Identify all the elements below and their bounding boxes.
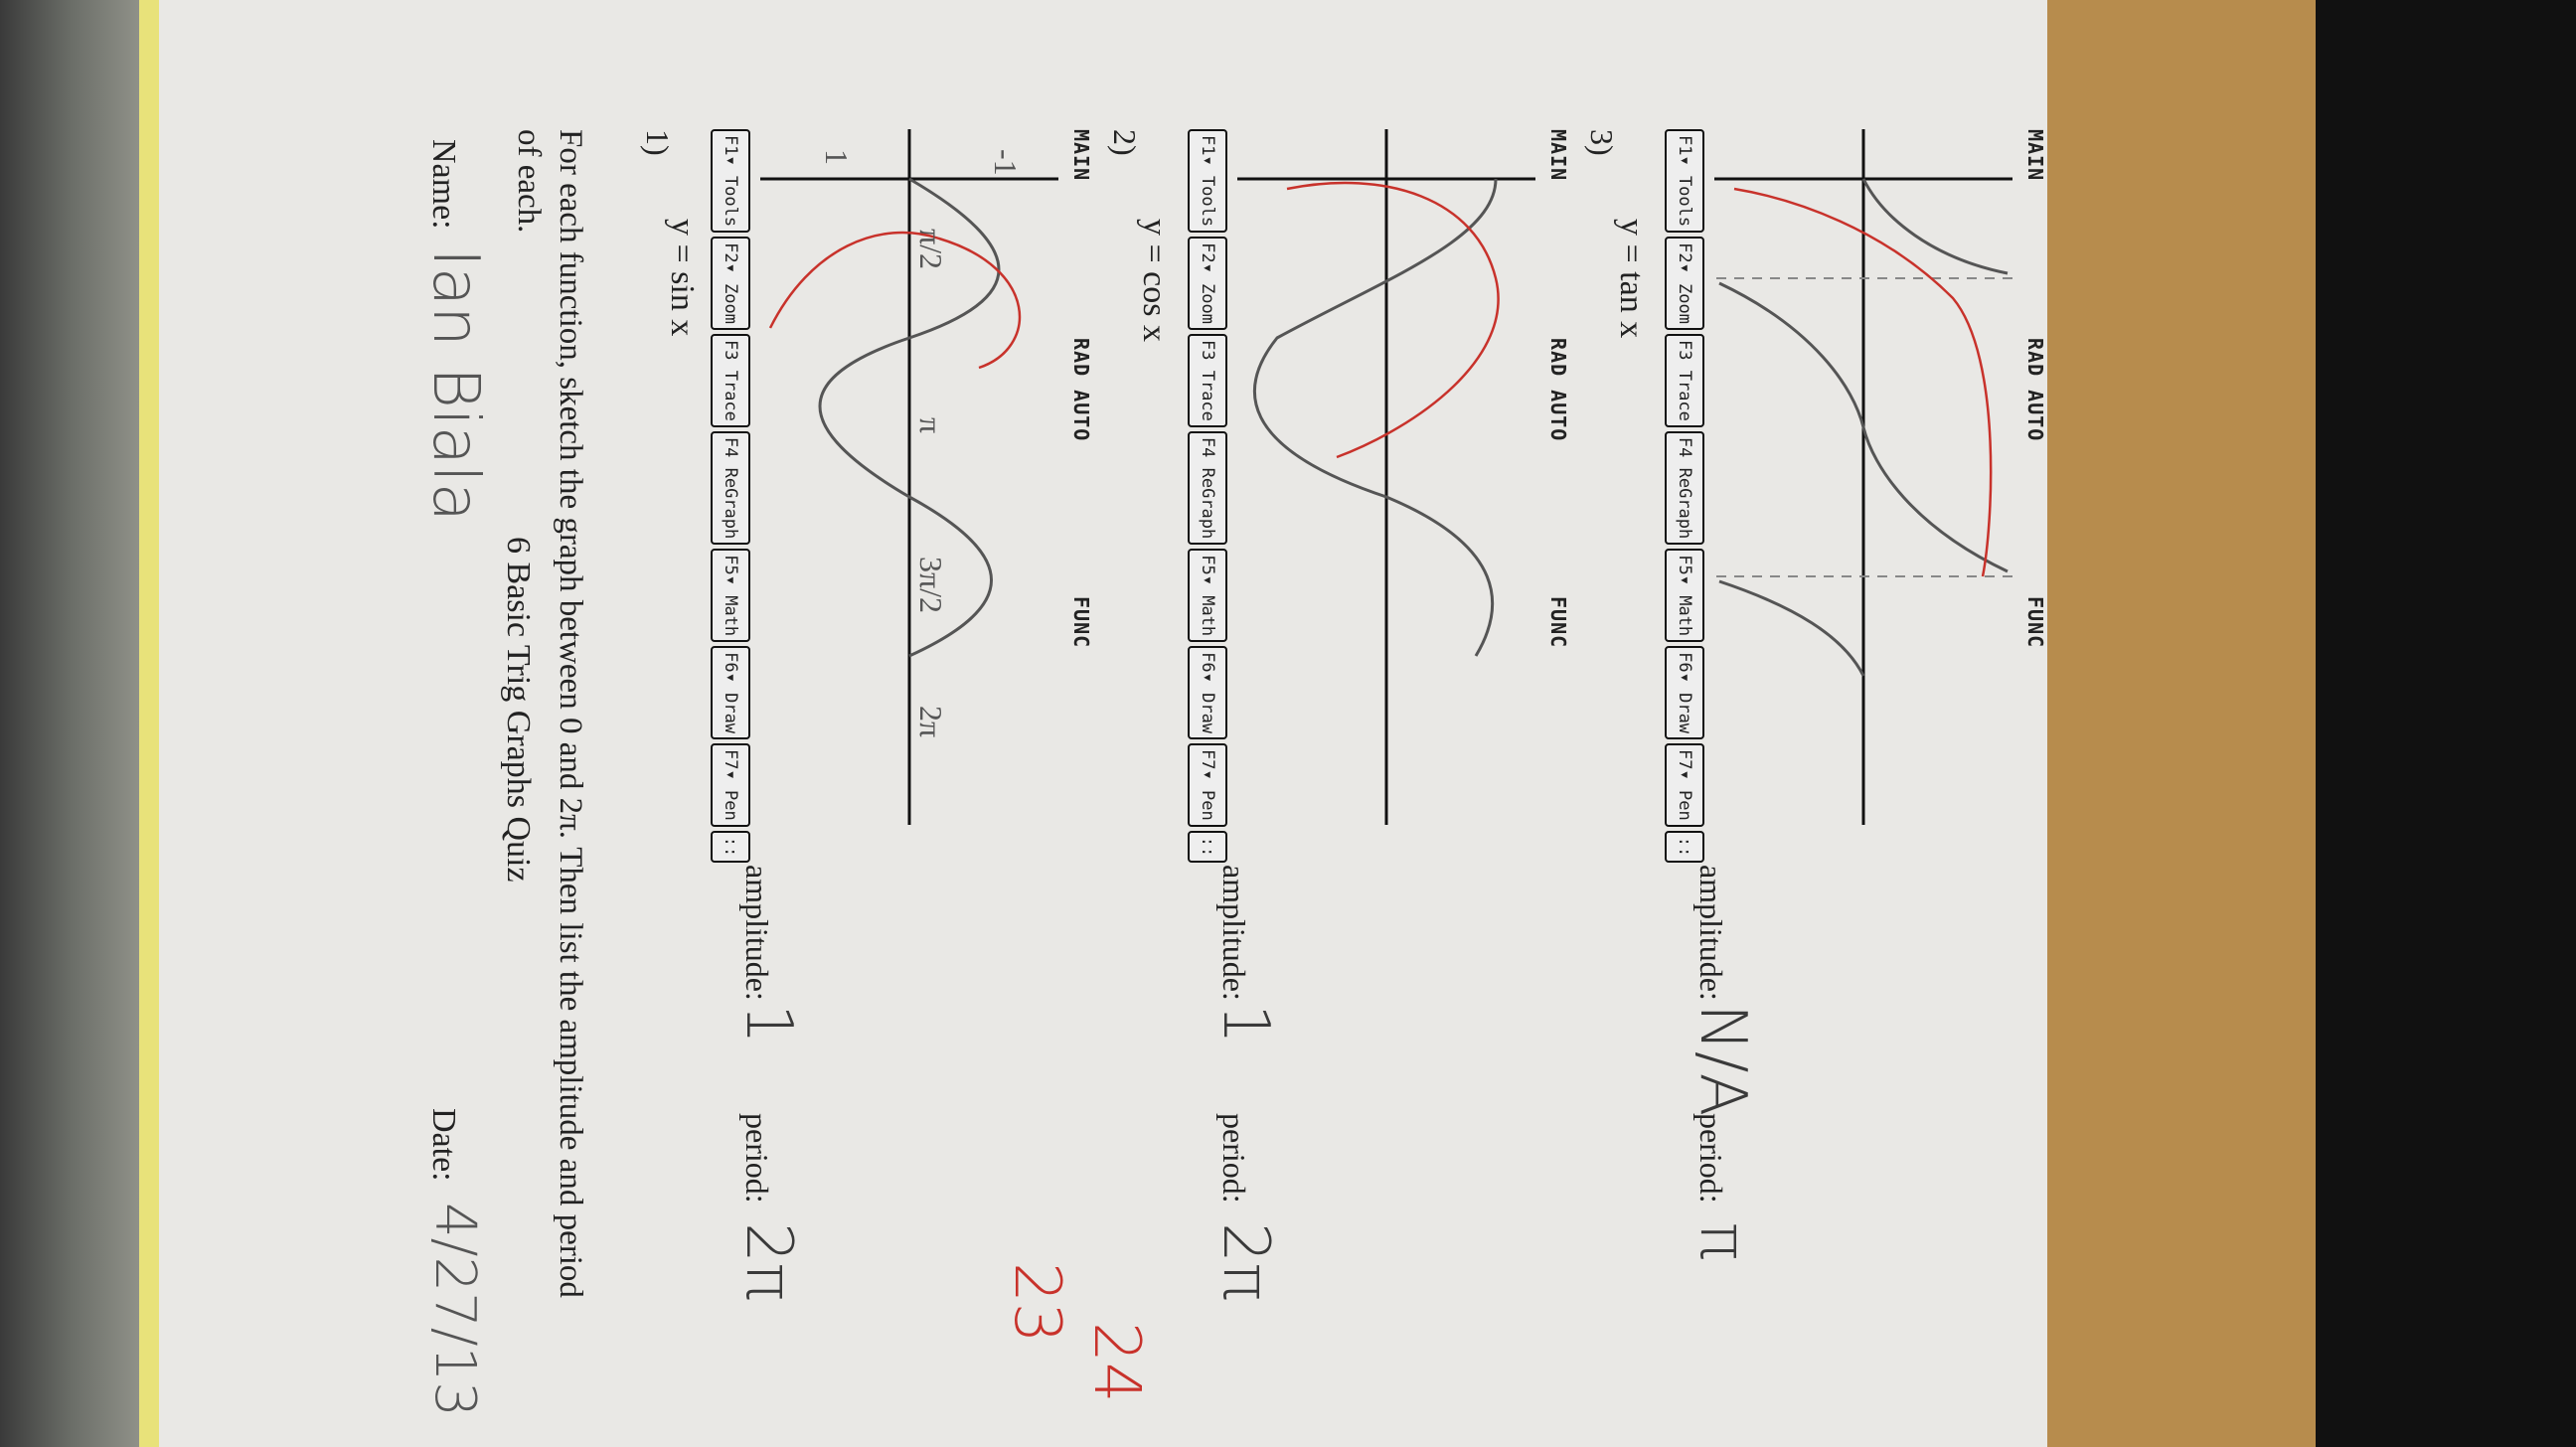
toolbar-f5: F5▾ Math — [1188, 549, 1227, 642]
problem-1-amplitude-label: amplitude: — [739, 865, 775, 1001]
toolbar-more: :: — [1188, 831, 1227, 863]
problem-2-period-label: period: — [1216, 1113, 1252, 1204]
problem-1-period-value: 2π — [731, 1222, 805, 1302]
tick-neg-one: -1 — [988, 149, 1024, 176]
red-correction — [1287, 183, 1499, 457]
score-numerator: 23 — [1000, 1262, 1073, 1344]
toolbar-f7: F7▾ Pen — [711, 743, 750, 827]
yellow-paper-edge — [139, 0, 161, 1447]
toolbar-more: :: — [1665, 831, 1704, 863]
problem-3-period-label: period: — [1693, 1113, 1729, 1204]
problem-2-function: y = cos x — [1136, 219, 1173, 342]
background-shadow — [0, 0, 159, 1447]
score-denominator: 24 — [1079, 1322, 1153, 1403]
problem-1-amplitude-value: 1 — [731, 1004, 805, 1045]
problem-3-status-func: FUNC — [2023, 596, 2047, 649]
problem-2-status-main: MAIN — [1546, 129, 1570, 182]
problem-2-graph — [1237, 129, 1535, 825]
toolbar-f1: F1▾ Tools — [1188, 129, 1227, 233]
toolbar-f1: F1▾ Tools — [711, 129, 750, 233]
problem-1-status-func: FUNC — [1069, 596, 1093, 649]
dark-background — [2316, 0, 2576, 1447]
problem-3-amplitude-label: amplitude: — [1693, 865, 1729, 1001]
problem-3-status-main: MAIN — [2023, 129, 2047, 182]
name-label: Name: — [425, 139, 462, 230]
toolbar-f7: F7▾ Pen — [1665, 743, 1704, 827]
tick-pi: π — [913, 417, 949, 434]
toolbar-f2: F2▾ Zoom — [711, 237, 750, 330]
toolbar-f4: F4 ReGraph — [711, 431, 750, 545]
toolbar-f4: F4 ReGraph — [1188, 431, 1227, 545]
problem-2-toolbar — [1188, 129, 1227, 863]
problem-2-status-func: FUNC — [1546, 596, 1570, 649]
date-label: Date: — [425, 1108, 462, 1182]
toolbar-f1: F1▾ Tools — [1665, 129, 1704, 233]
toolbar-f3: F3 Trace — [1665, 334, 1704, 427]
problem-3-status-mode: RAD AUTO — [2023, 338, 2047, 442]
toolbar-f5: F5▾ Math — [711, 549, 750, 642]
problem-1-number: 1) — [640, 129, 676, 156]
problem-2-amplitude-value: 1 — [1208, 1004, 1282, 1045]
problem-1-status-main: MAIN — [1069, 129, 1093, 182]
problem-3-graph — [1714, 129, 2012, 825]
toolbar-f6: F6▾ Draw — [1665, 646, 1704, 739]
toolbar-f3: F3 Trace — [711, 334, 750, 427]
problem-1-status-mode: RAD AUTO — [1069, 338, 1093, 442]
problem-2-period-value: 2π — [1208, 1222, 1282, 1302]
problem-2-number: 2) — [1107, 129, 1143, 156]
problem-3-number: 3) — [1584, 129, 1620, 156]
problem-3-toolbar — [1665, 129, 1704, 863]
tick-three-pi-half: 3π/2 — [913, 557, 949, 614]
toolbar-f6: F6▾ Draw — [711, 646, 750, 739]
toolbar-f7: F7▾ Pen — [1188, 743, 1227, 827]
quiz-content — [358, 0, 2246, 1447]
problem-2-amplitude-label: amplitude: — [1216, 865, 1252, 1001]
name-value: Ian Biala — [418, 248, 492, 522]
toolbar-more: :: — [711, 831, 750, 863]
quiz-paper — [159, 0, 2047, 1447]
problem-1-graph — [760, 129, 1058, 825]
instructions: For each function, sketch the graph between 0 and 2π. Then list the amplitude and period of each. — [511, 129, 588, 1298]
toolbar-f5: F5▾ Math — [1665, 549, 1704, 642]
tick-one: 1 — [819, 149, 855, 165]
cos-curve — [1254, 179, 1496, 656]
problem-3-function: y = tan x — [1613, 219, 1650, 339]
tick-pi-half: π/2 — [913, 229, 949, 270]
toolbar-f4: F4 ReGraph — [1665, 431, 1704, 545]
toolbar-f6: F6▾ Draw — [1188, 646, 1227, 739]
problem-3-amplitude-value: N/A — [1686, 1004, 1759, 1117]
toolbar-f2: F2▾ Zoom — [1188, 237, 1227, 330]
quiz-title: 6 Basic Trig Graphs Quiz — [500, 537, 537, 883]
problem-3-period-value: π — [1686, 1222, 1759, 1261]
problem-1-function: y = sin x — [664, 219, 701, 337]
problem-1-period-label: period: — [739, 1113, 775, 1204]
problem-2-status-mode: RAD AUTO — [1546, 338, 1570, 442]
problem-1-toolbar — [711, 129, 750, 863]
toolbar-f3: F3 Trace — [1188, 334, 1227, 427]
toolbar-f2: F2▾ Zoom — [1665, 237, 1704, 330]
tan-branch-1 — [1863, 179, 2008, 273]
date-value: 4/27/13 — [422, 1203, 487, 1417]
tan-branch-3 — [1719, 581, 1863, 676]
tick-two-pi: 2π — [913, 706, 949, 738]
